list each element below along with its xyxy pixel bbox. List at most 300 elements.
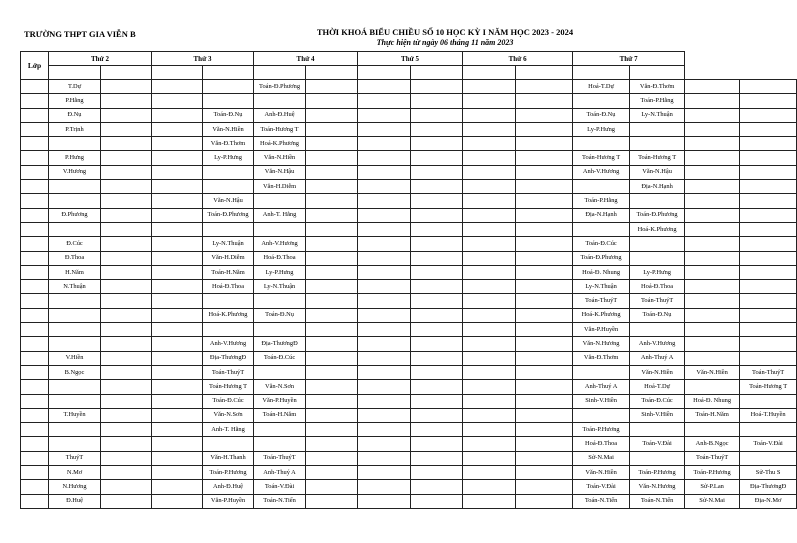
schedule-cell: Văn-Đ.Thơm [203,137,254,151]
schedule-cell [306,108,358,122]
schedule-cell [358,237,411,251]
schedule-cell [358,265,411,279]
class-label-cell [21,480,49,494]
schedule-cell [152,208,203,222]
schedule-cell [254,423,306,437]
schedule-cell [516,451,573,465]
schedule-cell [254,365,306,379]
table-row [21,237,797,251]
day-header: Thứ 3 [152,52,254,66]
schedule-cell [152,80,203,94]
schedule-cell: Địa-ThươngĐ [254,337,306,351]
table-row [21,194,797,208]
schedule-cell [630,122,685,136]
schedule-cell [152,237,203,251]
schedule-cell [101,466,152,480]
schedule-cell: Toán-ThuýT [573,294,630,308]
schedule-cell [516,294,573,308]
schedule-cell [411,394,463,408]
class-label-cell [21,394,49,408]
schedule-cell [152,280,203,294]
schedule-cell [203,80,254,94]
schedule-cell: Toán-N.Tiến [573,494,630,508]
schedule-cell [101,408,152,422]
schedule-cell [685,94,740,108]
schedule-cell [630,251,685,265]
schedule-cell [685,251,740,265]
schedule-cell [358,251,411,265]
schedule-cell [516,423,573,437]
schedule-cell [516,323,573,337]
schedule-cell: Hoá-T.Dự [573,80,630,94]
schedule-cell [685,265,740,279]
day-header: Thứ 2 [49,52,152,66]
schedule-cell [740,108,797,122]
schedule-cell [152,251,203,265]
schedule-cell [101,122,152,136]
schedule-cell [411,365,463,379]
schedule-cell: Ly-N.Thuận [203,237,254,251]
homeroom-teacher-cell: P.Trịnh [49,122,101,136]
schedule-cell: Hoá-Đ. Nhung [685,394,740,408]
table-row [21,437,797,451]
table-row [21,108,797,122]
schedule-cell [306,280,358,294]
homeroom-teacher-cell: Đ.Nụ [49,108,101,122]
schedule-cell: Văn-Đ.Thơm [573,351,630,365]
schedule-cell [101,151,152,165]
homeroom-teacher-cell [49,137,101,151]
schedule-cell [358,280,411,294]
schedule-cell [306,308,358,322]
sub-header-cell [516,66,573,80]
schedule-cell [411,480,463,494]
schedule-cell: Toán-V.Đài [740,437,797,451]
sub-header-cell [203,66,254,80]
schedule-cell [685,80,740,94]
schedule-cell [516,480,573,494]
schedule-cell: Văn-P.Huyền [254,394,306,408]
schedule-cell: Toán-Hương T [573,151,630,165]
schedule-cell [101,222,152,236]
class-label-cell [21,208,49,222]
schedule-cell [306,365,358,379]
schedule-cell [358,80,411,94]
day-header: Thứ 6 [463,52,573,66]
schedule-cell [685,165,740,179]
schedule-cell [152,380,203,394]
schedule-cell [306,265,358,279]
schedule-cell [463,137,516,151]
homeroom-teacher-cell: Đ.Cúc [49,237,101,251]
schedule-cell [254,294,306,308]
schedule-cell [740,151,797,165]
schedule-cell [358,194,411,208]
schedule-cell: Văn-N.Hương [630,480,685,494]
schedule-cell [254,94,306,108]
table-row [21,380,797,394]
schedule-cell: Toán-P.Hương [630,466,685,480]
class-label-cell [21,494,49,508]
schedule-cell [152,108,203,122]
schedule-cell: Ly-P.Hưng [630,265,685,279]
homeroom-teacher-cell: N.Hương [49,480,101,494]
schedule-cell [152,222,203,236]
table-row [21,165,797,179]
schedule-cell [630,451,685,465]
schedule-cell [740,94,797,108]
schedule-cell [740,194,797,208]
schedule-cell: Hoá-T.Dự [630,380,685,394]
schedule-cell: Văn-N.Hiền [573,466,630,480]
schedule-cell [685,351,740,365]
schedule-cell [463,280,516,294]
schedule-cell: Toán-Hương T [740,380,797,394]
sub-header-cell [463,66,516,80]
schedule-cell: Toán-Đ.Phương [203,208,254,222]
schedule-cell [101,365,152,379]
schedule-cell [516,208,573,222]
day-header-row [21,52,797,66]
schedule-cell [463,165,516,179]
schedule-cell [573,180,630,194]
schedule-cell [463,494,516,508]
schedule-cell [411,237,463,251]
schedule-cell: Toán-Đ.Nụ [254,308,306,322]
schedule-cell [358,165,411,179]
table-row [21,265,797,279]
schedule-cell [101,208,152,222]
homeroom-teacher-cell: ThuýT [49,451,101,465]
schedule-cell [463,108,516,122]
schedule-cell: Toán-Đ.Cúc [630,394,685,408]
schedule-cell [630,194,685,208]
schedule-cell [516,165,573,179]
schedule-cell [358,208,411,222]
schedule-cell: Hoá-K.Phương [630,222,685,236]
schedule-cell [685,137,740,151]
class-label-cell [21,337,49,351]
schedule-cell: Văn-Đ.Thơm [630,80,685,94]
schedule-cell [152,437,203,451]
table-row [21,180,797,194]
schedule-cell: Hoá-Đ.Thoa [573,437,630,451]
schedule-cell [685,108,740,122]
schedule-cell [358,466,411,480]
schedule-cell: Anh-Đ.Huệ [203,480,254,494]
schedule-cell [306,380,358,394]
schedule-cell [152,308,203,322]
schedule-cell [463,351,516,365]
sub-header-cell [101,66,152,80]
schedule-cell [203,94,254,108]
schedule-cell [101,137,152,151]
schedule-cell: Anh-T. Hằng [203,423,254,437]
class-column-header: Lớp [21,52,49,80]
schedule-cell: Anh-T. Hằng [254,208,306,222]
schedule-cell [358,337,411,351]
schedule-cell [101,194,152,208]
schedule-cell [152,137,203,151]
class-label-cell [21,180,49,194]
day-header: Thứ 4 [254,52,358,66]
schedule-cell [463,237,516,251]
schedule-cell [685,237,740,251]
day-header: Thứ 5 [358,52,463,66]
schedule-cell [306,137,358,151]
schedule-cell [101,165,152,179]
schedule-cell [411,408,463,422]
table-row [21,337,797,351]
schedule-cell [516,151,573,165]
homeroom-teacher-cell [49,294,101,308]
homeroom-teacher-cell: V.Hiền [49,351,101,365]
schedule-cell: Toán-V.Đài [254,480,306,494]
schedule-cell: Văn-N.Hiền [685,365,740,379]
schedule-cell [516,108,573,122]
schedule-cell: Anh-Thuý A [573,380,630,394]
schedule-cell [516,437,573,451]
schedule-cell: Hoá-Đ.Thoa [254,251,306,265]
schedule-cell [306,294,358,308]
sub-header-cell [254,66,306,80]
schedule-cell: Văn-N.Hậu [203,194,254,208]
schedule-cell: Toán-Đ.Cúc [254,351,306,365]
class-label-cell [21,222,49,236]
schedule-cell: Văn-H.Thanh [203,451,254,465]
schedule-cell [740,180,797,194]
table-row [21,394,797,408]
schedule-cell [152,323,203,337]
schedule-cell [152,294,203,308]
schedule-cell: Sử-N.Mai [573,451,630,465]
table-row [21,365,797,379]
schedule-cell [463,151,516,165]
schedule-cell [463,466,516,480]
schedule-cell: Toán-Đ.Phương [254,80,306,94]
schedule-cell: Hoá-K.Phương [203,308,254,322]
schedule-cell [101,280,152,294]
table-row [21,408,797,422]
schedule-cell: Địa-N.Hạnh [630,180,685,194]
schedule-cell: Anh-B.Ngọc [685,437,740,451]
schedule-cell [516,237,573,251]
schedule-cell [358,94,411,108]
schedule-cell [516,380,573,394]
schedule-cell [254,323,306,337]
class-label-cell [21,351,49,365]
schedule-subtitle: Thực hiện từ ngày 06 tháng 11 năm 2023 [376,38,514,47]
homeroom-teacher-cell [49,222,101,236]
schedule-cell: Toán-Đ.Nụ [630,308,685,322]
schedule-cell: Ly-P.Hưng [203,151,254,165]
table-row [21,323,797,337]
schedule-cell: Toán-N.Tiến [254,494,306,508]
schedule-cell [630,323,685,337]
schedule-cell [306,423,358,437]
schedule-cell [516,180,573,194]
schedule-cell [358,451,411,465]
homeroom-teacher-cell: P.Hưng [49,151,101,165]
schedule-cell [516,408,573,422]
schedule-cell [740,451,797,465]
schedule-cell: Sinh-V.Hiền [630,408,685,422]
schedule-cell [101,80,152,94]
class-label-cell [21,194,49,208]
table-row [21,466,797,480]
homeroom-teacher-cell: N.Thuận [49,280,101,294]
schedule-cell [463,94,516,108]
schedule-cell: Toán-H.Năm [203,265,254,279]
schedule-cell [101,337,152,351]
schedule-cell [152,94,203,108]
schedule-cell: Hoá-Đ.Thoa [203,280,254,294]
schedule-cell [685,208,740,222]
schedule-cell [358,122,411,136]
day-header: Thứ 7 [573,52,685,66]
schedule-cell [411,323,463,337]
schedule-cell: Sử-P.Lan [685,480,740,494]
schedule-cell [740,394,797,408]
schedule-cell [411,265,463,279]
schedule-cell: Văn-N.Hậu [630,165,685,179]
schedule-cell [685,222,740,236]
schedule-cell [516,80,573,94]
timetable [20,51,797,509]
homeroom-teacher-cell: H.Năm [49,265,101,279]
schedule-cell [306,180,358,194]
class-label-cell [21,280,49,294]
schedule-cell [740,122,797,136]
table-row [21,208,797,222]
schedule-cell [411,437,463,451]
class-label-cell [21,365,49,379]
schedule-cell [516,337,573,351]
schedule-cell: Sinh-V.Hiền [573,394,630,408]
schedule-cell [152,480,203,494]
table-row [21,122,797,136]
timetable-body [21,80,797,509]
schedule-cell [358,351,411,365]
schedule-cell [463,122,516,136]
homeroom-teacher-cell [49,308,101,322]
schedule-cell: Toán-H.Năm [685,408,740,422]
schedule-cell [152,466,203,480]
sub-header-cell [411,66,463,80]
schedule-cell: Toán-ThuýT [254,451,306,465]
homeroom-teacher-cell [49,180,101,194]
schedule-cell [740,251,797,265]
schedule-cell [685,380,740,394]
schedule-cell: Ly-P.Hưng [573,122,630,136]
schedule-cell [463,308,516,322]
schedule-cell: Hoá-Đ. Nhung [573,265,630,279]
schedule-cell: Anh-Thuý A [254,466,306,480]
schedule-cell [306,323,358,337]
schedule-cell [306,251,358,265]
schedule-cell [152,194,203,208]
table-row [21,151,797,165]
schedule-cell [306,94,358,108]
table-row [21,480,797,494]
schedule-cell [358,323,411,337]
schedule-cell: Văn-N.Hương [573,337,630,351]
schedule-cell [306,151,358,165]
schedule-cell [573,365,630,379]
schedule-cell [203,294,254,308]
homeroom-teacher-cell: T.Huyền [49,408,101,422]
schedule-cell [203,323,254,337]
schedule-cell: Văn-N.Hiền [254,151,306,165]
schedule-cell [516,466,573,480]
schedule-cell [630,423,685,437]
schedule-cell [463,222,516,236]
sub-header-cell [630,66,685,80]
schedule-cell: Địa-ThươngĐ [740,480,797,494]
schedule-cell [101,437,152,451]
class-label-cell [21,294,49,308]
schedule-cell [573,137,630,151]
schedule-cell [630,137,685,151]
class-label-cell [21,380,49,394]
schedule-cell [463,480,516,494]
schedule-cell [685,308,740,322]
sub-header-cell [306,66,358,80]
schedule-cell [101,380,152,394]
sub-header-cell [573,66,630,80]
table-row [21,80,797,94]
class-label-cell [21,437,49,451]
schedule-cell: Văn-N.Sơn [254,380,306,394]
schedule-cell [306,480,358,494]
schedule-cell [463,380,516,394]
class-label-cell [21,308,49,322]
schedule-cell [740,237,797,251]
schedule-cell: Anh-Đ.Huệ [254,108,306,122]
schedule-cell [516,394,573,408]
schedule-cell [411,466,463,480]
class-label-cell [21,466,49,480]
schedule-cell [306,437,358,451]
table-row [21,222,797,236]
schedule-cell [358,151,411,165]
homeroom-teacher-cell: P.Hằng [49,94,101,108]
schedule-cell [740,137,797,151]
class-label-cell [21,137,49,151]
schedule-cell [740,323,797,337]
table-row [21,137,797,151]
schedule-cell [463,423,516,437]
schedule-cell [463,394,516,408]
class-label-cell [21,108,49,122]
schedule-cell [152,265,203,279]
schedule-cell: Toán-ThuýT [630,294,685,308]
schedule-cell [203,180,254,194]
schedule-cell [101,323,152,337]
schedule-cell [254,194,306,208]
schedule-cell [101,494,152,508]
homeroom-teacher-cell: Đ.Thoa [49,251,101,265]
schedule-cell: Văn-N.Hậu [254,165,306,179]
schedule-cell [685,423,740,437]
schedule-cell: Địa-N.Hạnh [573,208,630,222]
schedule-cell [516,494,573,508]
schedule-cell [516,222,573,236]
schedule-cell [358,380,411,394]
schedule-cell [358,180,411,194]
schedule-cell [463,323,516,337]
schedule-cell: Toán-Đ.Phương [630,208,685,222]
